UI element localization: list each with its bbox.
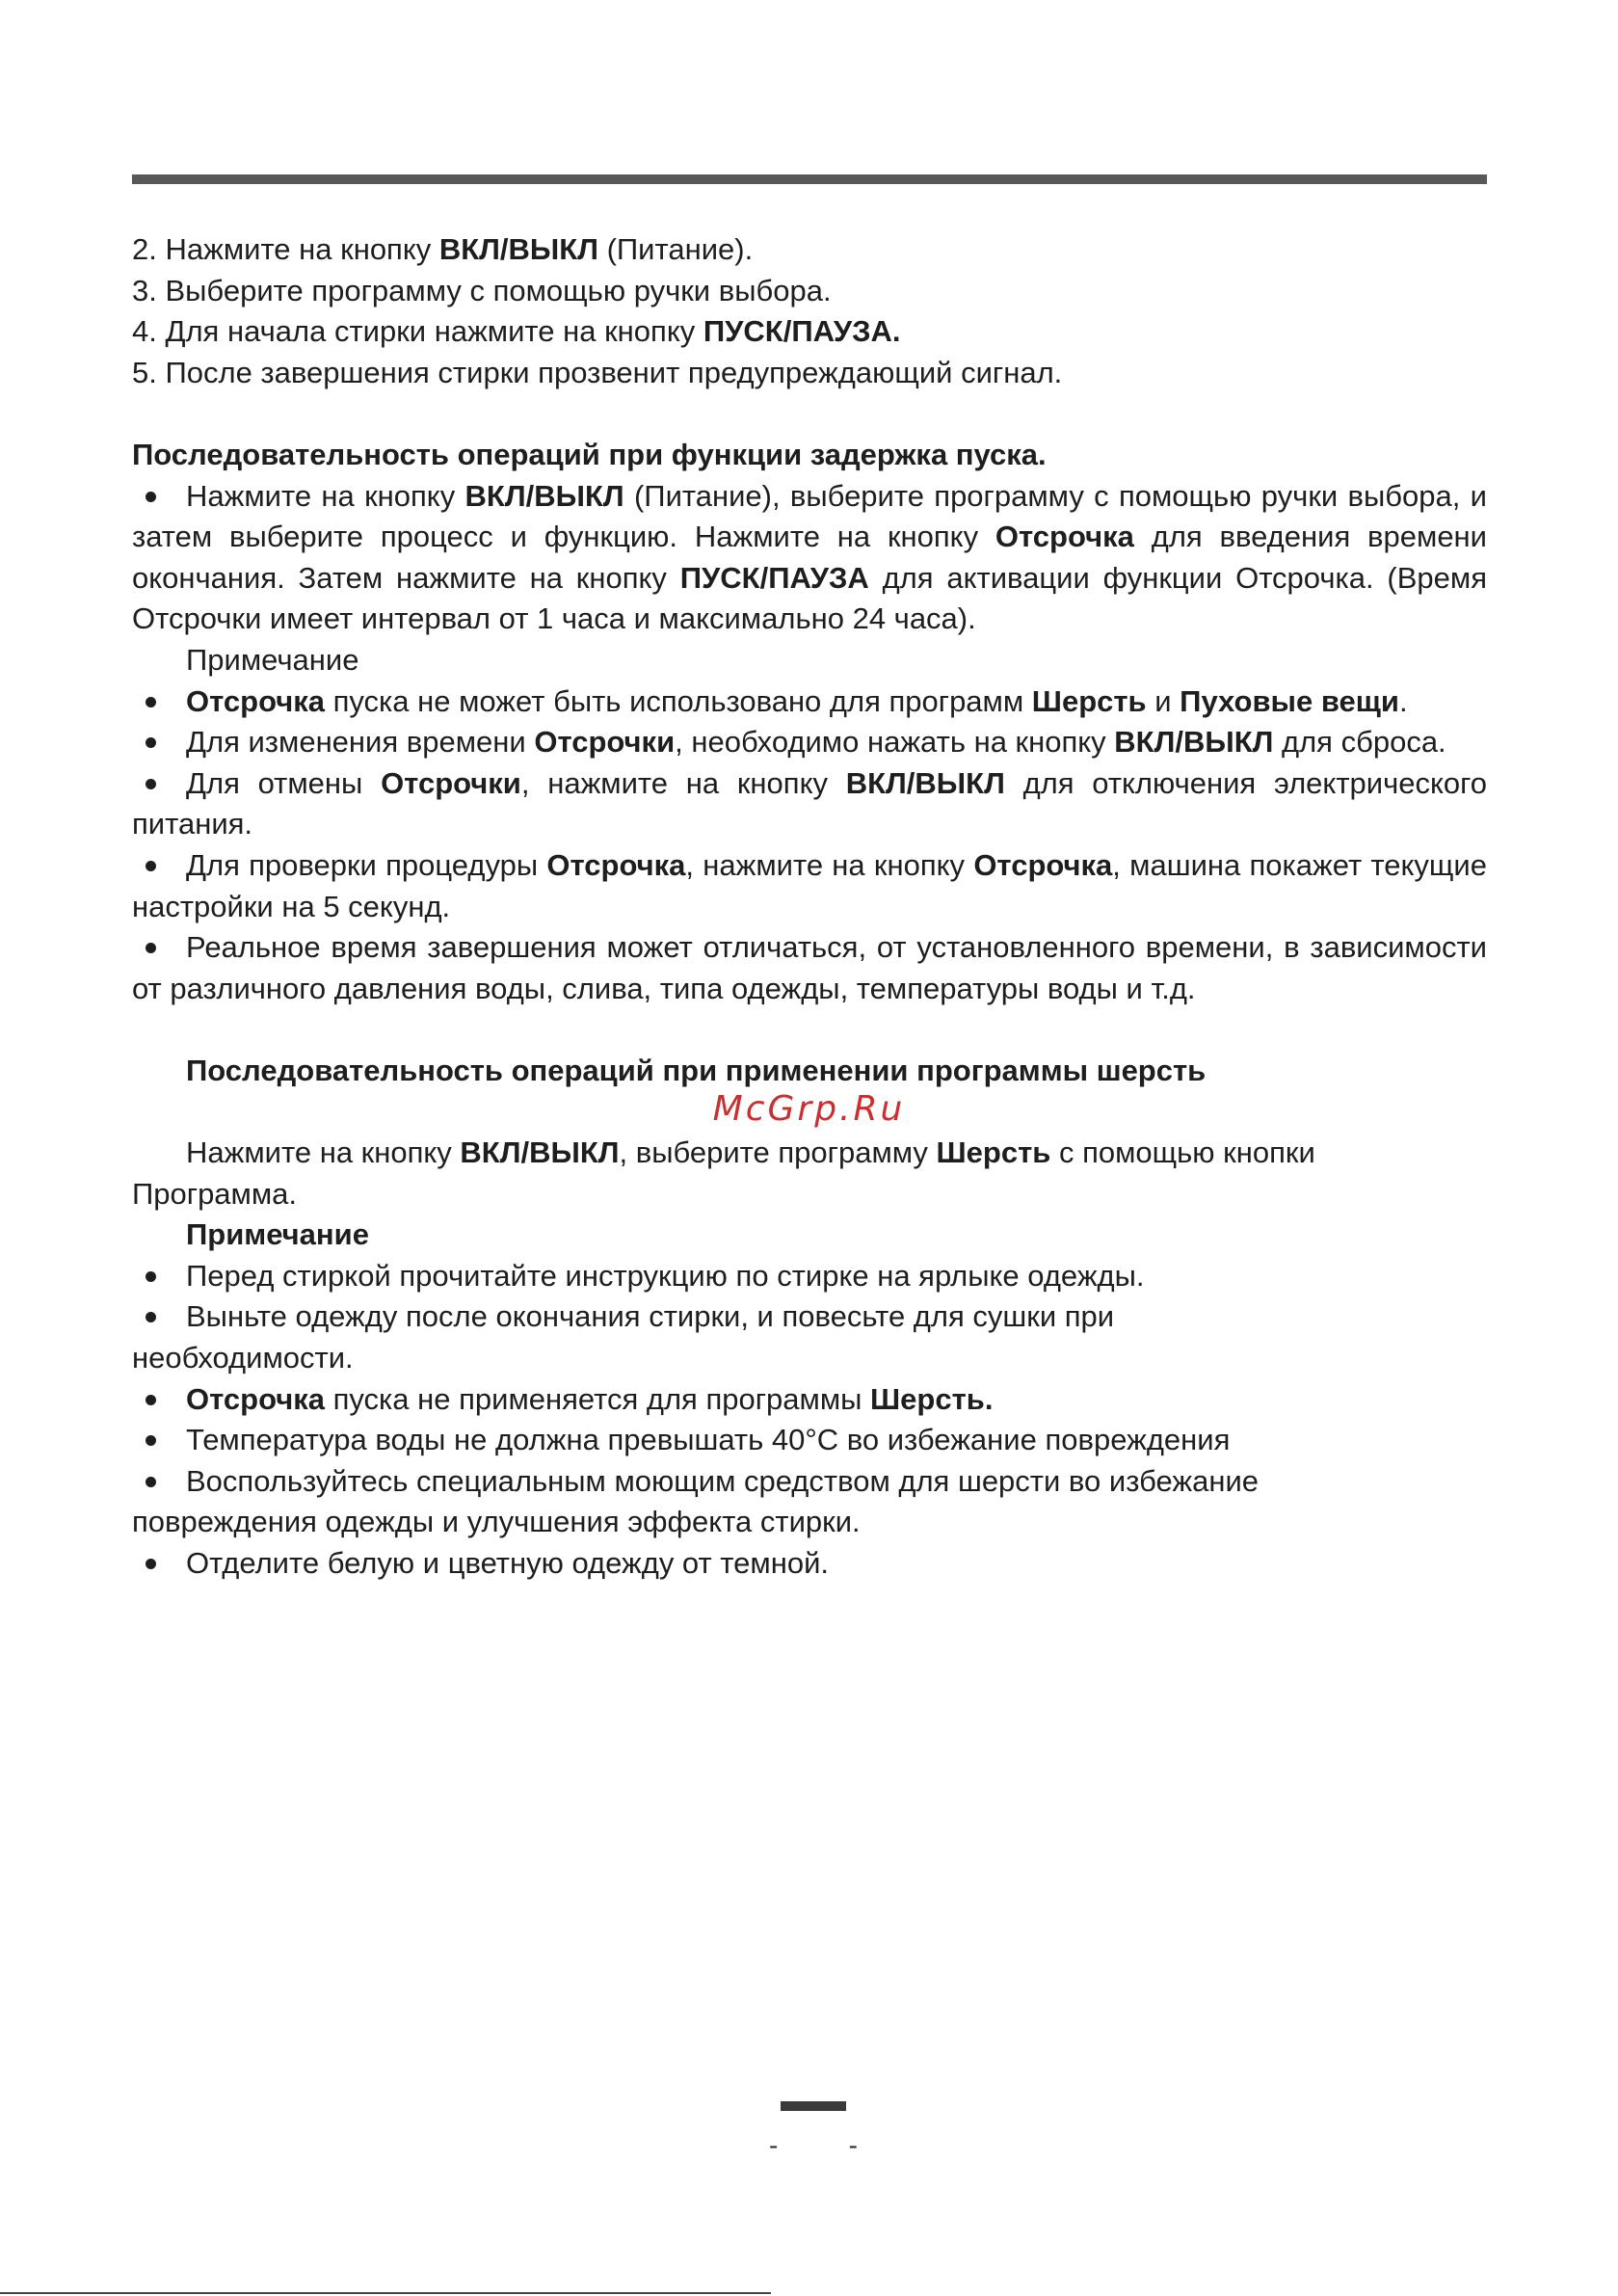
bullet-icon bbox=[146, 1435, 156, 1446]
delay-note-5: Реальное время завершения может отличаться, от установленного времени, в зависимости от различного давления воды, слива, типа одежды, температуры воды и т.д. bbox=[132, 930, 1487, 1005]
delay-paragraph: Нажмите на кнопку ВКЛ/ВЫКЛ (Питание), выберите программу с помощью ручки выбора, и затем выберите процесс и функцию. Нажмите на кнопку Отсрочка для введения времени окончания. Затем нажмите на кнопку ПУСК/ПАУЗА для активации функции Отсрочка. (Время Отсрочки имеет интервал от 1 часа и максимально 24 часа). bbox=[132, 478, 1488, 636]
step-5: 5. После завершения стирки прозвенит предупреждающий сигнал. bbox=[132, 355, 1063, 389]
bullet-icon bbox=[146, 1395, 156, 1405]
wool-note-4: Температура воды не должна превышать 40°С во избежание повреждения bbox=[132, 1420, 1487, 1461]
page-number-bar bbox=[781, 2101, 846, 2111]
bottom-rule bbox=[0, 2292, 771, 2294]
bullet-icon bbox=[146, 697, 156, 707]
bullet-icon bbox=[146, 943, 156, 953]
header-rule bbox=[132, 174, 1487, 184]
bullet-icon bbox=[146, 861, 156, 871]
delay-note-label: Примечание bbox=[186, 642, 359, 677]
step-2: 2. Нажмите на кнопку ВКЛ/ВЫКЛ (Питание). bbox=[132, 232, 754, 266]
step-3: 3. Выберите программу с помощью ручки выбора. bbox=[132, 273, 832, 307]
wool-note-label: Примечание bbox=[186, 1217, 369, 1252]
wool-note-6: Отделите белую и цветную одежду от темной. bbox=[132, 1543, 1487, 1585]
bullet-icon bbox=[146, 1559, 156, 1569]
watermark: McGrp.Ru bbox=[712, 1089, 906, 1129]
wool-note-2: Выньте одежду после окончания стирки, и повесьте для сушки при необходимости. bbox=[132, 1299, 1115, 1375]
delay-heading: Последовательность операций при функции задержка пуска. bbox=[132, 437, 1047, 471]
delay-note-2: Для изменения времени Отсрочки, необходимо нажать на кнопку ВКЛ/ВЫКЛ для сброса. bbox=[132, 722, 1487, 763]
bullet-icon bbox=[146, 1477, 156, 1487]
wool-heading: Последовательность операций при применении программы шерсть bbox=[186, 1053, 1207, 1087]
wool-note-5: Воспользуйтесь специальным моющим средством для шерсти во избежание повреждения одежды и улучшения эффекта стирки. bbox=[132, 1463, 1260, 1539]
delay-note-3: Для отмены Отсрочки, нажмите на кнопку ВКЛ/ВЫКЛ для отключения электрического питания. bbox=[132, 765, 1487, 841]
page-dash-right: - bbox=[848, 2130, 858, 2160]
page-dash-left: - bbox=[769, 2130, 779, 2160]
bullet-icon bbox=[146, 1312, 156, 1322]
delay-note-4: Для проверки процедуры Отсрочка, нажмите на кнопку Отсрочка, машина покажет текущие настройки на 5 секунд. bbox=[132, 847, 1487, 923]
delay-note-1: Отсрочка пуска не может быть использовано для программ Шерсть и Пуховые вещи. bbox=[132, 681, 1487, 723]
page-number bbox=[769, 2130, 858, 2161]
bullet-icon bbox=[146, 737, 156, 748]
bullet-icon bbox=[146, 1271, 156, 1282]
step-4: 4. Для начала стирки нажмите на кнопку ПУСК/ПАУЗА. bbox=[132, 314, 901, 349]
bullet-icon bbox=[146, 492, 156, 502]
bullet-icon bbox=[146, 779, 156, 789]
wool-note-3: Отсрочка пуска не применяется для программы Шерсть. bbox=[132, 1379, 1487, 1421]
wool-note-1: Перед стиркой прочитайте инструкцию по стирке на ярлыке одежды. bbox=[132, 1256, 1487, 1297]
document-body bbox=[132, 229, 1487, 1585]
wool-paragraph: Нажмите на кнопку ВКЛ/ВЫКЛ, выберите программу Шерсть с помощью кнопки Программа. bbox=[132, 1135, 1315, 1211]
